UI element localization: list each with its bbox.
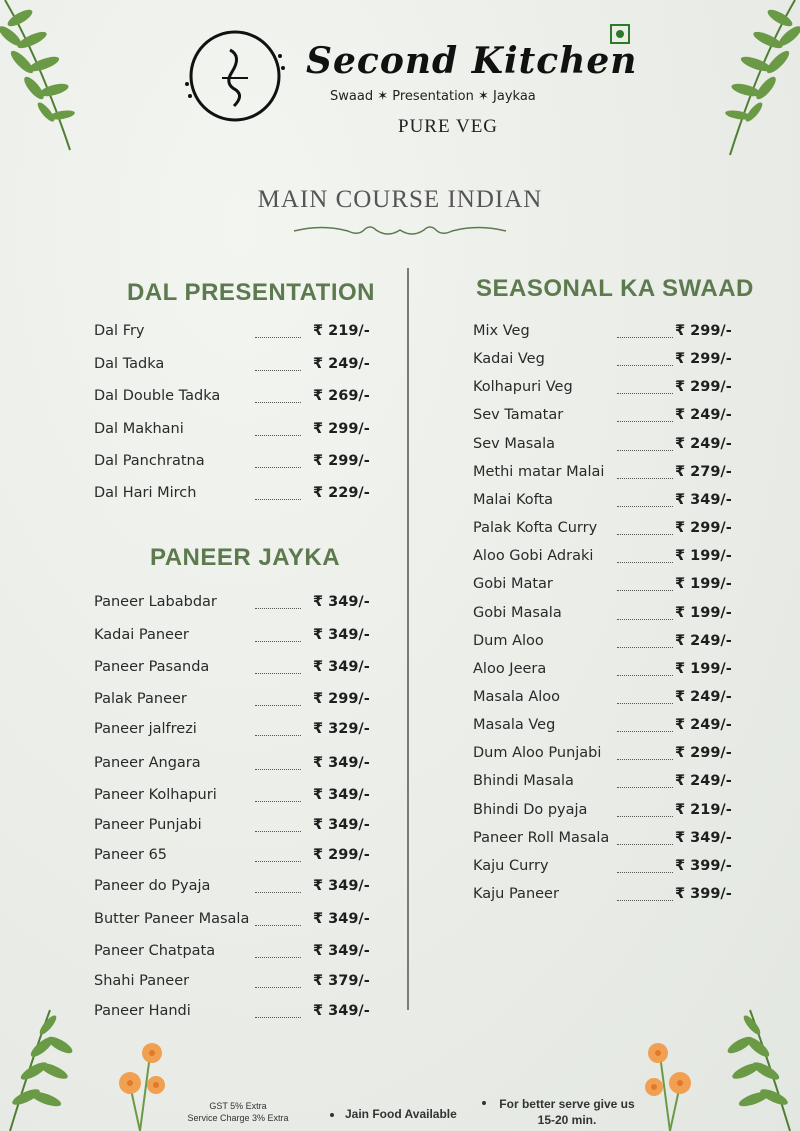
menu-item [473, 886, 755, 908]
dot-leader [255, 402, 301, 403]
menu-item-price: ₹ 349/- [313, 817, 370, 833]
menu-item-name: Kadai Paneer [94, 627, 189, 643]
menu-item [94, 388, 393, 410]
menu-item [94, 1003, 393, 1025]
menu-item [94, 485, 393, 507]
menu-item [473, 548, 755, 570]
menu-item-name: Dal Makhani [94, 421, 184, 437]
dot-leader [255, 499, 301, 500]
menu-item-price: ₹ 299/- [313, 691, 370, 707]
tax-note [178, 1100, 298, 1124]
dot-leader [255, 370, 301, 371]
dot-leader [617, 421, 673, 422]
menu-item-price: ₹ 349/- [313, 943, 370, 959]
menu-item [473, 436, 755, 458]
dot-leader [255, 892, 301, 893]
veg-symbol-icon [610, 24, 630, 44]
menu-item-name: Paneer Angara [94, 755, 201, 771]
dot-leader [255, 957, 301, 958]
dot-leader [255, 831, 301, 832]
category-title-seasonal: SEASONAL KA SWAAD [476, 275, 754, 302]
dot-leader [255, 861, 301, 862]
menu-item-name: Malai Kofta [473, 492, 554, 508]
menu-item-name: Sev Masala [473, 436, 556, 452]
menu-item-name: Bhindi Masala [473, 773, 574, 789]
menu-item [94, 721, 393, 743]
menu-item-name: Paneer 65 [94, 847, 168, 863]
dot-leader [617, 365, 673, 366]
brand-tagline: Swaad ✶ Presentation ✶ Jaykaa [330, 89, 536, 104]
menu-item [94, 755, 393, 777]
menu-item-name: Dum Aloo Punjabi [473, 745, 602, 761]
menu-item [94, 594, 393, 616]
dot-leader [617, 590, 673, 591]
dot-leader [255, 467, 301, 468]
menu-item [473, 323, 755, 345]
menu-item-name: Gobi Matar [473, 576, 553, 592]
menu-item [473, 379, 755, 401]
menu-item [94, 659, 393, 681]
menu-item-price: ₹ 349/- [675, 492, 732, 508]
menu-item-price: ₹ 299/- [313, 421, 370, 437]
menu-item-name: Dal Fry [94, 323, 145, 339]
menu-item-price: ₹ 249/- [675, 773, 732, 789]
menu-item-price: ₹ 399/- [675, 886, 732, 902]
dot-leader [617, 450, 673, 451]
menu-item-price: ₹ 299/- [675, 520, 732, 536]
dot-leader [617, 731, 673, 732]
menu-item-price: ₹ 219/- [313, 323, 370, 339]
menu-item-name: Methi matar Malai [473, 464, 605, 480]
menu-item [94, 787, 393, 809]
gst-note: GST 5% Extra [209, 1101, 267, 1111]
menu-item [473, 520, 755, 542]
menu-item-name: Dal Tadka [94, 356, 165, 372]
dot-leader [617, 619, 673, 620]
menu-item-name: Paneer Chatpata [94, 943, 216, 959]
menu-item-name: Butter Paneer Masala [94, 911, 250, 927]
menu-item [473, 576, 755, 598]
menu-item-name: Dal Double Tadka [94, 388, 221, 404]
category-title-paneer: PANEER JAYKA [150, 544, 341, 571]
menu-item [94, 817, 393, 839]
dot-leader [617, 759, 673, 760]
menu-item [94, 453, 393, 475]
dot-leader [255, 801, 301, 802]
serve-time-line1: For better serve give us [499, 1097, 635, 1111]
menu-item-name: Kadai Veg [473, 351, 545, 367]
dot-leader [617, 337, 673, 338]
category-title-dal: DAL PRESENTATION [127, 279, 376, 306]
menu-item-price: ₹ 199/- [675, 548, 732, 564]
dot-leader [255, 705, 301, 706]
menu-item-price: ₹ 329/- [313, 721, 370, 737]
menu-item-price: ₹ 349/- [313, 755, 370, 771]
dot-leader [617, 872, 673, 873]
menu-item-price: ₹ 299/- [675, 745, 732, 761]
menu-item-price: ₹ 249/- [675, 717, 732, 733]
dot-leader [255, 435, 301, 436]
jain-note: Jain Food Available [345, 1107, 457, 1121]
menu-item-name: Paneer Punjabi [94, 817, 202, 833]
menu-item-name: Paneer Kolhapuri [94, 787, 217, 803]
dot-leader [255, 1017, 301, 1018]
menu-item-name: Palak Paneer [94, 691, 187, 707]
menu-item-name: Paneer Lababdar [94, 594, 217, 610]
menu-item [473, 773, 755, 795]
menu-item-price: ₹ 299/- [675, 379, 732, 395]
menu-item-name: Sev Tamatar [473, 407, 564, 423]
flower-bottom-right-icon [630, 1035, 710, 1131]
menu-item-name: Dal Panchratna [94, 453, 205, 469]
menu-item-price: ₹ 349/- [313, 911, 370, 927]
menu-item [94, 973, 393, 995]
serve-time-line2: 15-20 min. [537, 1113, 597, 1127]
logo-icon [180, 26, 290, 126]
dot-leader [255, 769, 301, 770]
dot-leader [255, 641, 301, 642]
dot-leader [617, 393, 673, 394]
menu-item-name: Kaju Paneer [473, 886, 559, 902]
fern-top-left-icon [0, 0, 95, 160]
menu-item-price: ₹ 349/- [313, 627, 370, 643]
menu-item [94, 356, 393, 378]
menu-item-name: Paneer Handi [94, 1003, 191, 1019]
menu-item-price: ₹ 349/- [313, 787, 370, 803]
menu-item [473, 351, 755, 373]
dot-leader [255, 608, 301, 609]
menu-item [473, 407, 755, 429]
menu-item-price: ₹ 399/- [675, 858, 732, 874]
flower-bottom-left-icon [100, 1035, 180, 1131]
menu-item-price: ₹ 229/- [313, 485, 370, 501]
menu-item [94, 421, 393, 443]
menu-item [473, 689, 755, 711]
menu-item [94, 847, 393, 869]
bullet-icon [482, 1101, 486, 1105]
menu-item [473, 464, 755, 486]
menu-item-name: Palak Kofta Curry [473, 520, 598, 536]
dot-leader [255, 735, 301, 736]
dot-leader [255, 987, 301, 988]
dot-leader [255, 925, 301, 926]
menu-item-price: ₹ 349/- [313, 878, 370, 894]
menu-item-name: Masala Aloo [473, 689, 561, 705]
dot-leader [617, 900, 673, 901]
dot-leader [617, 675, 673, 676]
menu-item [473, 830, 755, 852]
menu-item [473, 492, 755, 514]
menu-item [473, 717, 755, 739]
menu-item-price: ₹ 199/- [675, 661, 732, 677]
menu-item-name: Mix Veg [473, 323, 530, 339]
menu-item [473, 605, 755, 627]
dot-leader [617, 647, 673, 648]
dot-leader [255, 337, 301, 338]
menu-item [94, 691, 393, 713]
menu-item [94, 627, 393, 649]
menu-item-price: ₹ 249/- [675, 633, 732, 649]
menu-item-name: Kaju Curry [473, 858, 549, 874]
menu-item [94, 323, 393, 345]
menu-item-price: ₹ 219/- [675, 802, 732, 818]
menu-item-name: Paneer jalfrezi [94, 721, 197, 737]
dot-leader [255, 673, 301, 674]
menu-item [94, 943, 393, 965]
dot-leader [617, 534, 673, 535]
menu-item [473, 745, 755, 767]
menu-item-name: Dum Aloo [473, 633, 544, 649]
column-divider [407, 268, 409, 1010]
menu-item [94, 911, 393, 933]
menu-item-name: Paneer Pasanda [94, 659, 210, 675]
menu-item [473, 858, 755, 880]
menu-item-price: ₹ 199/- [675, 576, 732, 592]
menu-item-name: Paneer do Pyaja [94, 878, 211, 894]
menu-item [473, 802, 755, 824]
menu-item-name: Bhindi Do pyaja [473, 802, 588, 818]
dot-leader [617, 506, 673, 507]
swirl-divider-icon [292, 222, 508, 240]
menu-item-price: ₹ 299/- [675, 351, 732, 367]
dot-leader [617, 787, 673, 788]
menu-item-name: Aloo Gobi Adraki [473, 548, 594, 564]
dot-leader [617, 816, 673, 817]
service-charge-note: Service Charge 3% Extra [187, 1113, 289, 1123]
menu-item-price: ₹ 249/- [675, 436, 732, 452]
menu-item-name: Paneer Roll Masala [473, 830, 610, 846]
menu-item-price: ₹ 349/- [313, 1003, 370, 1019]
menu-item [473, 633, 755, 655]
menu-item-price: ₹ 299/- [313, 453, 370, 469]
section-title: MAIN COURSE INDIAN [257, 186, 543, 213]
menu-item-price: ₹ 349/- [675, 830, 732, 846]
menu-item-name: Aloo Jeera [473, 661, 547, 677]
menu-item [94, 878, 393, 900]
menu-item-name: Gobi Masala [473, 605, 562, 621]
brand-name: Second Kitchen [306, 40, 638, 82]
menu-item-price: ₹ 249/- [675, 689, 732, 705]
dot-leader [617, 478, 673, 479]
dot-leader [617, 703, 673, 704]
menu-item-name: Kolhapuri Veg [473, 379, 573, 395]
menu-item [473, 661, 755, 683]
menu-item-price: ₹ 379/- [313, 973, 370, 989]
menu-item-price: ₹ 299/- [675, 323, 732, 339]
fern-top-right-icon [700, 0, 800, 160]
serve-time-note [492, 1096, 642, 1128]
menu-item-price: ₹ 279/- [675, 464, 732, 480]
menu-item-price: ₹ 249/- [675, 407, 732, 423]
menu-item-price: ₹ 349/- [313, 659, 370, 675]
bullet-icon [330, 1113, 334, 1117]
menu-item-name: Masala Veg [473, 717, 556, 733]
menu-item-price: ₹ 199/- [675, 605, 732, 621]
dot-leader [617, 844, 673, 845]
menu-item-price: ₹ 269/- [313, 388, 370, 404]
menu-item-price: ₹ 249/- [313, 356, 370, 372]
menu-item-name: Shahi Paneer [94, 973, 190, 989]
menu-item-price: ₹ 299/- [313, 847, 370, 863]
menu-item-price: ₹ 349/- [313, 594, 370, 610]
menu-item-name: Dal Hari Mirch [94, 485, 197, 501]
dot-leader [617, 562, 673, 563]
pure-veg-label: PURE VEG [398, 116, 499, 137]
